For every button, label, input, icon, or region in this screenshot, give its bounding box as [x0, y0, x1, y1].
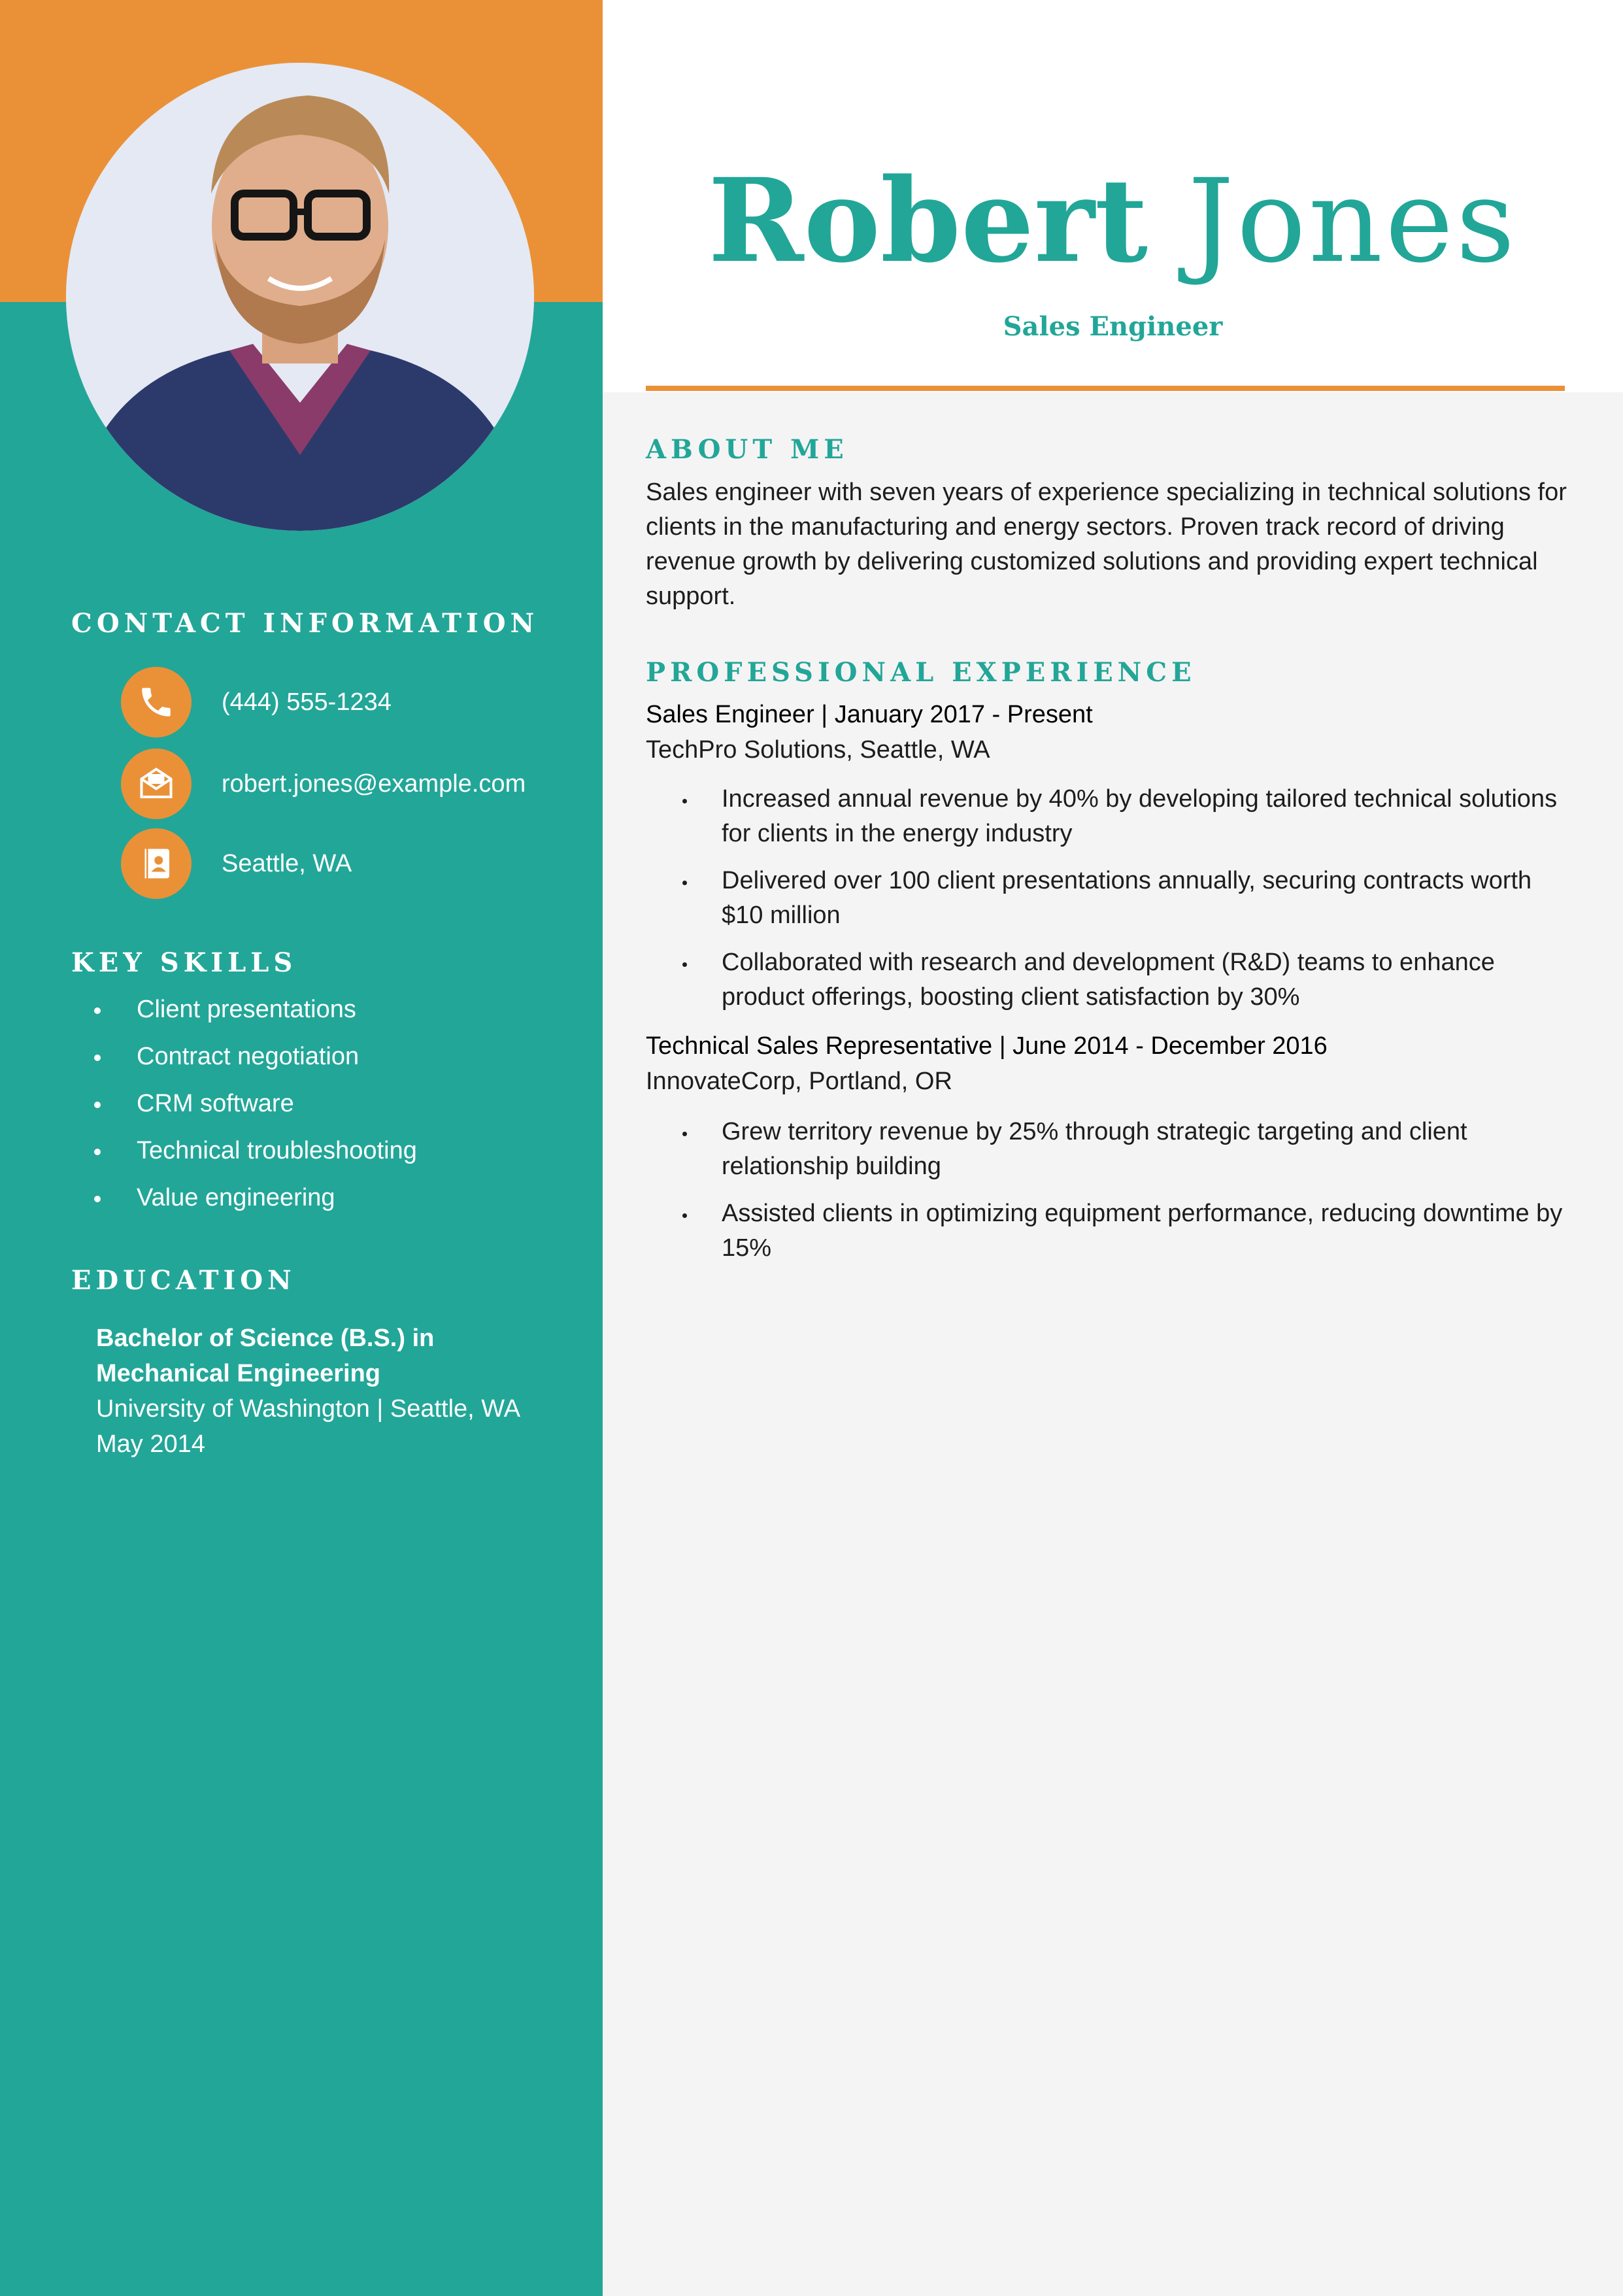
profile-photo [66, 63, 534, 531]
experience-heading: PROFESSIONAL EXPERIENCE [646, 657, 1196, 688]
phone-icon [121, 667, 192, 737]
about-heading: ABOUT ME [646, 434, 848, 465]
job-company-line: InnovateCorp, Portland, OR [646, 1068, 952, 1095]
job-bullet: Delivered over 100 client presentations annually, securing contracts worth $10 million [680, 864, 1575, 933]
contact-phone [121, 667, 392, 737]
contact-location-text: Seattle, WA [222, 849, 352, 877]
contact-card-icon [121, 828, 192, 899]
skill-item: Contract negotiation [92, 1041, 417, 1088]
job-bullets [680, 782, 1575, 1027]
job-bullet: Grew territory revenue by 25% through strategic targeting and client relationship building [680, 1115, 1575, 1184]
job-title: Sales Engineer [1003, 311, 1223, 342]
job-company-line: TechPro Solutions, Seattle, WA [646, 736, 990, 764]
job-bullet: Collaborated with research and development (R&D) teams to enhance product offerings, boosting client satisfaction by 30% [680, 945, 1575, 1015]
last-name: Jones [1188, 154, 1518, 288]
skill-item: Technical troubleshooting [92, 1135, 417, 1182]
profile-photo-illustration [66, 63, 534, 531]
education-school: University of Washington | Seattle, WA [96, 1395, 521, 1423]
skill-item: Client presentations [92, 994, 417, 1041]
contact-heading: CONTACT INFORMATION [71, 608, 539, 639]
education-degree-line2: Mechanical Engineering [96, 1360, 380, 1387]
contact-phone-text: (444) 555-1234 [222, 688, 392, 716]
skills-heading: KEY SKILLS [71, 947, 297, 978]
job-title-line: Technical Sales Representative | June 2014 - December 2016 [646, 1032, 1328, 1060]
education-entry [96, 1321, 520, 1462]
about-text: Sales engineer with seven years of experience specializing in technical solutions for clients in the manufacturing and energy sectors. Proven track record of driving revenue growth by delivering customized solutions and providing expert technical support. [646, 479, 1567, 610]
contact-email [121, 749, 526, 819]
contact-email-text: robert.jones@example.com [222, 769, 526, 798]
education-degree-line1: Bachelor of Science (B.S.) in [96, 1325, 435, 1352]
candidate-name [603, 153, 1623, 288]
job-title-line: Sales Engineer | January 2017 - Present [646, 701, 1093, 728]
skill-item: Value engineering [92, 1182, 417, 1229]
job-bullets [680, 1115, 1575, 1278]
education-heading: EDUCATION [71, 1265, 296, 1296]
job-bullet: Increased annual revenue by 40% by developing tailored technical solutions for clients in the energy industry [680, 782, 1575, 851]
envelope-icon [121, 749, 192, 819]
header-divider [646, 386, 1565, 391]
contact-location [121, 828, 352, 899]
skills-list [92, 994, 417, 1229]
first-name: Robert [708, 153, 1148, 288]
job-bullet: Assisted clients in optimizing equipment performance, reducing downtime by 15% [680, 1196, 1575, 1266]
skill-item: CRM software [92, 1088, 417, 1135]
education-date: May 2014 [96, 1430, 205, 1458]
